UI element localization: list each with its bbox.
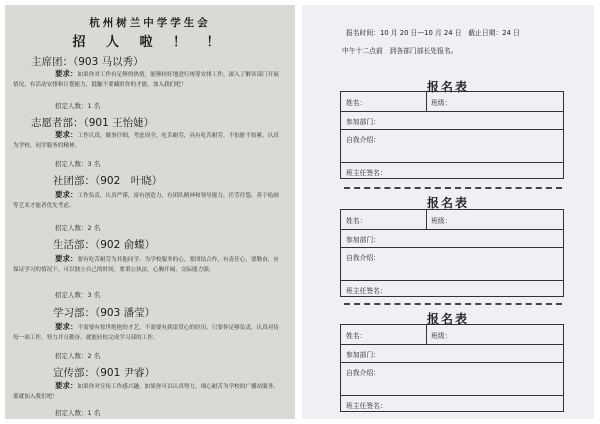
dept-label: 参加部门： — [346, 236, 380, 244]
requirement-text: 如果你对工作有足够的热情，能够较好地进行统筹安排工作，深入了解各部门开展情况，有活动安排和计划能力，抵触不要藏匿你的才能，加入我们吧！ — [13, 72, 279, 88]
requirement-label: 要求： — [55, 254, 78, 263]
dept-requirement — [13, 381, 283, 402]
signup-time: 报名时间：10 月 20 日—10 月 24 日 截止日期：24 日 — [346, 29, 520, 37]
form-row-intro — [341, 247, 563, 280]
dept-count: 招定人数：1 名 — [55, 409, 101, 417]
submit-note: 中午十二点前 到各部门部长处报名。 — [342, 47, 458, 55]
dept-name: 宣传部： — [53, 367, 95, 379]
intro-label: 自我介绍： — [346, 369, 380, 377]
dept-leader: （903 潘莹） — [95, 307, 156, 319]
dept-requirement — [13, 190, 283, 211]
dept-requirement — [13, 322, 283, 343]
dept-heading — [53, 173, 162, 188]
form-row-intro — [341, 129, 563, 162]
dept-leader: （902 俞蝶） — [95, 239, 156, 251]
dept-requirement — [13, 130, 283, 151]
requirement-text: 如果你对宣传工作感兴趣，如果你可以认真努力，细心耐苦为学校的广播站服务，那就加入我们吧！ — [13, 384, 279, 400]
dept-leader: （901 尹睿） — [95, 367, 156, 379]
dept-count: 招定人数：3 名 — [55, 291, 101, 299]
requirement-text: 要有吃苦耐劳为其他同学、为学校服务的心，要团结合作，有责任心，要勤奋，应保证学习的情况下，可以独立自己的时间，要秉公执法，心胸开阔，交际能力强。 — [13, 257, 279, 273]
form-row-teacher — [341, 280, 563, 297]
column-divider — [426, 210, 427, 229]
recruitment-notice-page — [5, 5, 295, 419]
dept-heading — [31, 54, 144, 69]
name-label: 姓名： — [346, 332, 367, 340]
class-label: 班级： — [431, 217, 452, 225]
teacher-label: 班主任签名： — [346, 402, 387, 410]
requirement-text: 不需要有惊世绝艳的才艺，不需要有到雷贯心的经历，只要你足够负责，认真对待每一项工作，努力并且勤奋，就能轻松完成学习部的工作。 — [13, 325, 279, 341]
dept-heading — [53, 305, 155, 320]
form-title: 报名表 — [426, 80, 469, 94]
form-row-name — [341, 92, 563, 111]
form-row-teacher — [341, 395, 563, 412]
headline: 招 人 啦 ！ ！ — [72, 35, 228, 50]
name-label: 姓名： — [346, 99, 367, 107]
form-title: 报名表 — [426, 196, 469, 210]
dept-name: 学习部： — [53, 307, 95, 319]
dept-requirement — [13, 69, 283, 90]
class-label: 班级： — [431, 332, 452, 340]
name-label: 姓名： — [346, 217, 367, 225]
requirement-text: 工作认真，做事仔细，考虑周全，吃苦耐劳，具有吃苦耐劳，不怕脏不怕累，认真为学校、同学服务的精神。 — [13, 133, 279, 149]
form-row-dept — [341, 344, 563, 362]
cut-line — [344, 303, 562, 305]
form-row-intro — [341, 362, 563, 395]
requirement-label: 要求： — [55, 69, 78, 78]
dept-heading — [31, 115, 154, 130]
dept-requirement — [13, 254, 283, 275]
column-divider — [426, 325, 427, 344]
dept-count: 招定人数：2 名 — [55, 352, 101, 360]
teacher-label: 班主任签名： — [346, 287, 387, 295]
requirement-label: 要求： — [55, 190, 78, 199]
form-title: 报名表 — [426, 312, 469, 326]
cut-line — [344, 187, 562, 189]
dept-leader: （902 叶晓） — [95, 175, 163, 187]
intro-label: 自我介绍： — [346, 254, 380, 262]
form-row-name — [341, 210, 563, 229]
form-row-name — [341, 325, 563, 344]
requirement-label: 要求： — [55, 322, 78, 331]
dept-name: 生活部： — [53, 239, 95, 251]
dept-leader: （901 王怡婕） — [83, 117, 155, 129]
dept-heading — [53, 237, 155, 252]
dept-count: 招定人数：2 名 — [55, 224, 101, 232]
dept-label: 参加部门： — [346, 351, 380, 359]
school-title: 杭州树兰中学学生会 — [89, 17, 211, 29]
signup-forms-page — [302, 5, 594, 419]
dept-count: 招定人数：1 名 — [55, 102, 101, 110]
dept-label: 参加部门： — [346, 118, 380, 126]
intro-label: 自我介绍： — [346, 136, 380, 144]
dept-leader: （903 马以秀） — [73, 56, 144, 68]
form-row-dept — [341, 229, 563, 247]
signup-form — [340, 209, 564, 297]
class-label: 班级： — [431, 99, 452, 107]
teacher-label: 班主任签名： — [346, 169, 387, 177]
requirement-text: 工作负责，认真严谨，富有创造力，有团队精神和领导能力，任劳任怨，善于绘画等艺术才能者优先考虑。 — [13, 193, 279, 209]
dept-count: 招定人数：3 名 — [55, 160, 101, 168]
dept-name: 志愿者部： — [31, 117, 84, 129]
signup-form — [340, 91, 564, 179]
form-row-dept — [341, 111, 563, 129]
requirement-label: 要求： — [55, 130, 78, 139]
column-divider — [426, 92, 427, 111]
signup-form — [340, 324, 564, 412]
requirement-label: 要求： — [55, 381, 78, 390]
dept-name: 社团部： — [53, 175, 95, 187]
dept-name: 主席团： — [31, 56, 73, 68]
dept-heading — [53, 365, 155, 380]
form-row-teacher — [341, 162, 563, 179]
